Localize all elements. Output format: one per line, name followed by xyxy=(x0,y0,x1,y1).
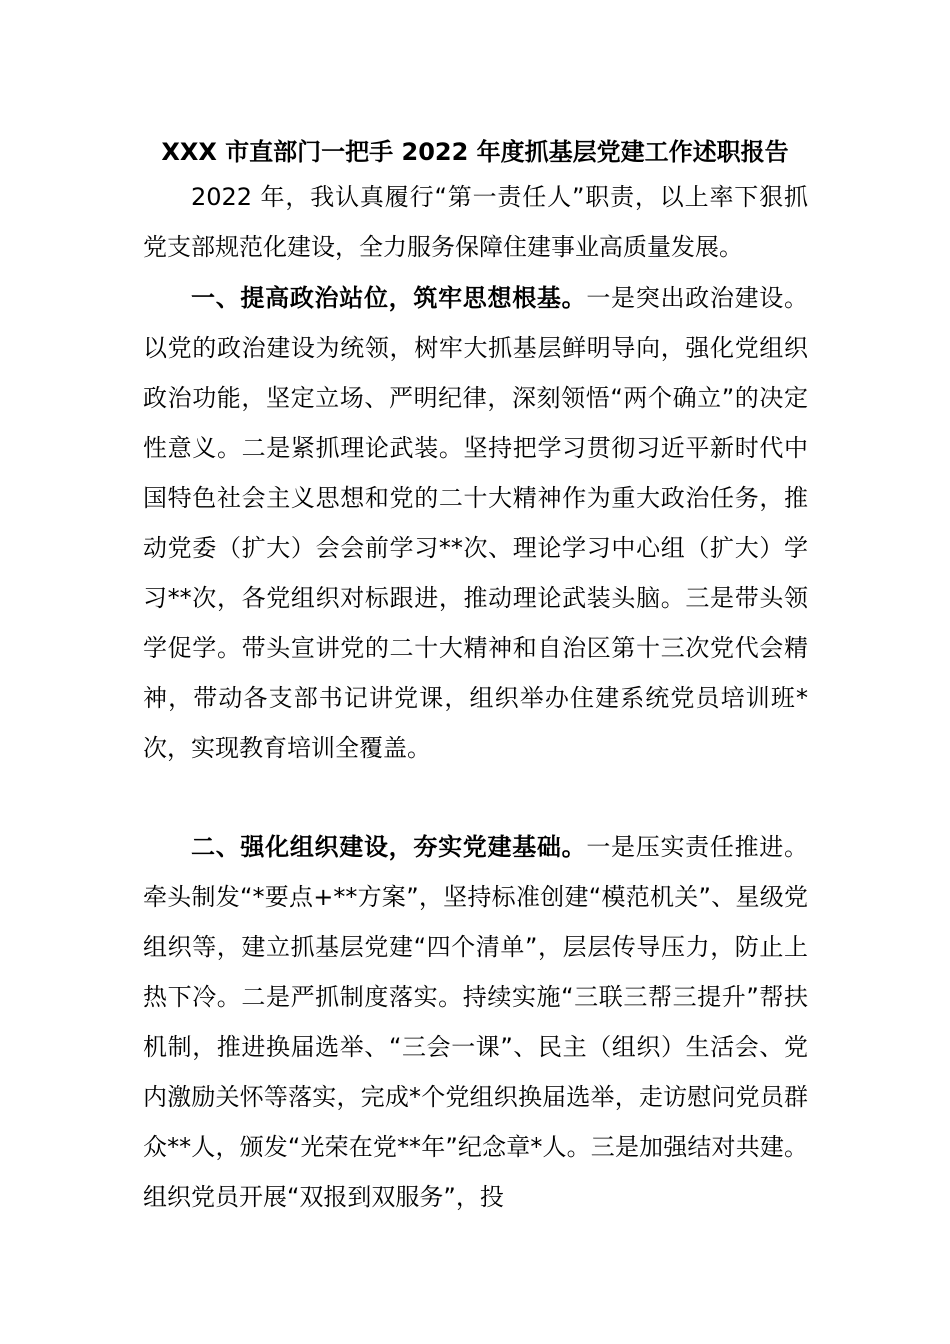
paragraph-section-1 xyxy=(143,273,808,773)
paragraph-intro xyxy=(143,172,808,272)
paragraph-section-2 xyxy=(143,822,808,1222)
section-2-text: 一是压实责任推进。牵头制发“*要点+**方案”，坚持标准创建“模范机关”、星级党组织等，建立抓基层党建“四个清单”，层层传导压力，防止上热下冷。二是严抓制度落实。持续实施“三联三帮三提升”帮扶机制，推进换届选举、“三会一课”、民主（组织）生活会、党内激励关怀等落实，完成*个党组织换届选举，走访慰问党员群众**人，颁发“光荣在党**年”纪念章*人。三是加强结对共建。组织党员开展“双报到双服务”，投 xyxy=(143,833,809,1211)
section-2-heading: 二、强化组织建设，夯实党建基础。 xyxy=(191,833,587,861)
paragraph-intro-text: 2022 年，我认真履行“第一责任人”职责，以上率下狠抓党支部规范化建设，全力服务保障住建事业高质量发展。 xyxy=(143,183,808,261)
document-title: XXX 市直部门一把手 2022 年度抓基层党建工作述职报告 xyxy=(161,138,789,166)
section-1-heading: 一、提高政治站位，筑牢思想根基。 xyxy=(191,284,587,312)
section-1-text: 一是突出政治建设。以党的政治建设为统领，树牢大抓基层鲜明导向，强化党组织政治功能，坚定立场、严明纪律，深刻领悟“两个确立”的决定性意义。二是紧抓理论武装。坚持把学习贯彻习近平新时代中国特色社会主义思想和党的二十大精神作为重大政治任务，推动党委（扩大）会会前学习**次、理论学习中心组（扩大）学习**次，各党组织对标跟进，推动理论武装头脑。三是带头领学促学。带头宣讲党的二十大精神和自治区第十三次党代会精神，带动各支部书记讲党课，组织举办住建系统党员培训班*次，实现教育培训全覆盖。 xyxy=(143,284,809,762)
